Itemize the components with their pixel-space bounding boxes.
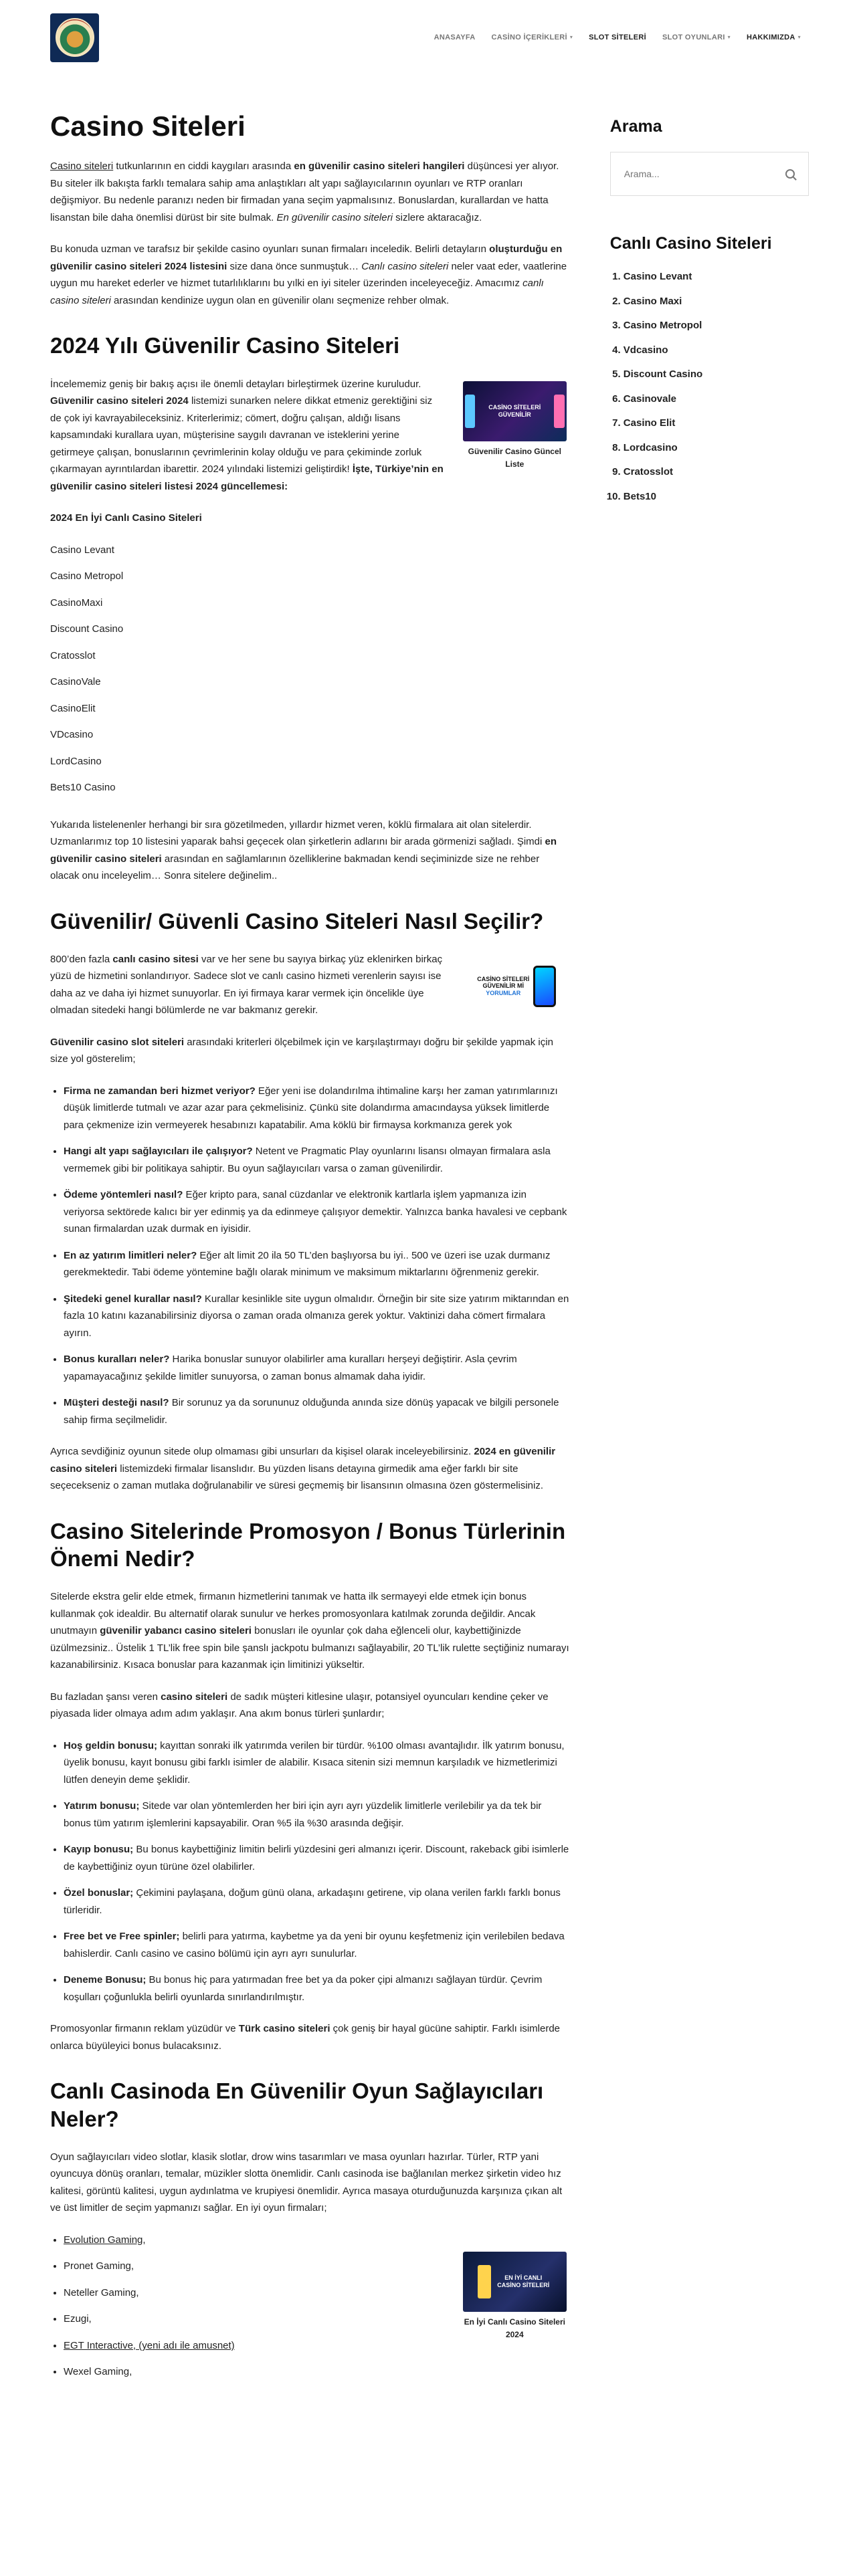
sidebar-item-casino-elit[interactable]: 7. Casino Elit: [624, 415, 809, 432]
list-item: • Şitedeki genel kurallar nasıl? Kurallar kesinlikle site uygun olmalıdır. Örneğin bir site size yatırım miktarından en fazla 10 katını kazanabilirsiniz diyorsa o zaman orada olmanıza gerek yoktur. Vaktinizi daha cömert firmalara ayırın.: [64, 1291, 570, 1342]
search-input[interactable]: [624, 169, 778, 179]
figure-phone-icon: [554, 395, 564, 428]
paragraph-saglayici: Oyun sağlayıcıları video slotlar, klasik slotlar, drow wins tasarımları ve masa oyunları hazırlar. Türler, RTP yani oyuncuya dönüş oranları, temalar, müzikler slotta önemlidir. Canlı casinoda ise bağlanılan merkez şirketin video hız kalitesi, görüntü kalitesi, uygun aydınlatma ve krupiyesi önemlidir. Ayrıca masaya oturduğunuzda karşınıza çıkan alt ve üst limitler de seçim yapmanızı sağlar. En iyi oyun firmaları;: [50, 2151, 563, 2214]
provider-item: • Wexel Gaming,: [64, 2363, 570, 2381]
intro-paragraph-2: Bu konuda uzman ve tarafsız bir şekilde casino oyunları sunan firmaları inceledik. Belirli detayların oluşturduğu en güvenilir casino siteleri 2024 listesini size dana önce sunmuştuk… Canlı casino siteleri neler vaat eder, vaatlerine uygun mu hareket ederler ve hizmet tutarlılıklarını bu yılki en iyi siteler üzerinden inceleyeceğiz. Amacımız canlı casino siteleri arasından kendinize uygun olan en güvenilir olanı seçmenize rehber olmak.: [50, 243, 567, 306]
provider-item: • Ezugi,: [64, 2311, 570, 2328]
sidebar: [610, 75, 809, 2395]
live-casino-title: Canlı Casino Siteleri: [609, 233, 772, 253]
figure-image[interactable]: EN İYİ CANLI CASİNO SİTELERİ: [463, 2252, 567, 2312]
intro-paragraph: Casino siteleri tutkunlarının en ciddi kaygıları arasında en güvenilir casino siteleri hangileri düşüncesi yer alıyor. Bu siteler ilk bakışta farklı temalara sahip ama anlaştıkları alt yapı sağlayıcılarının oyunları ve RTP oranları değişmiyor. Bu nedenle paranızı neden bir firmadan yana seçim yapmalısınız. Bonuslardan, kurallardan ve hatta lisanstan bile daha önemlisi dürüst bir site bulmak. En güvenilir casino siteleri sizlere aktaracağız.: [50, 160, 559, 223]
list-item: • Hangi alt yapı sağlayıcıları ile çalışıyor? Netent ve Pragmatic Play oyunlarını lisansı olmayan firmalara asla vermemek gibi bir politikaya sahiptir. Bu oyun sağlayıcıları varsa o zaman güvenilirdir.: [64, 1143, 570, 1177]
sidebar-item-discount-casino[interactable]: 5. Discount Casino: [624, 366, 809, 383]
nav-item-2[interactable]: SLOT SİTELERİ: [589, 33, 646, 41]
section-heading-2024: 2024 Yılı Güvenilir Casino Siteleri: [50, 333, 400, 358]
logo-emblem: [56, 18, 94, 57]
main-content: [50, 75, 570, 2395]
list-item: • Free bet ve Free spinler; belirli para yatırma, kaybetme ya da yeni bir oyunu keşfetmeniz için verilebilen bedava bahislerdir. Canlı casino ve casino bölümü için ayrı ayrı sunulurlar.: [64, 1928, 570, 1962]
provider-item: • Pronet Gaming,: [64, 2258, 570, 2275]
page-title: Casino Siteleri: [50, 110, 246, 142]
list-item: CasinoVale: [50, 676, 101, 688]
list-item: Discount Casino: [50, 623, 124, 635]
sidebar-item-casinovale[interactable]: 6. Casinovale: [624, 391, 809, 408]
list-item: • Ödeme yöntemleri nasıl? Eğer kripto para, sanal cüzdanlar ve elektronik kartlarla işlem yapmanıza izin veriyorsa sektörede kalıcı bir yer edinmiş ya da edinmeye çalışıyor demektir. Yalnızca banka havalesi ve cepbank sunan firmalardan uzak durmak en iyisidir.: [64, 1186, 570, 1238]
list-item: • Özel bonuslar; Çekimini paylaşana, doğum günü olana, arkadaşını getirene, vip olana verilen farklı farklı bonus türleridir.: [64, 1885, 570, 1919]
list-item: CasinoElit: [50, 702, 96, 714]
sidebar-item-bets10[interactable]: 10. Bets10: [624, 488, 809, 506]
figure-caption: En İyi Canlı Casino Siteleri 2024: [464, 2317, 565, 2340]
list-item: VDcasino: [50, 729, 94, 741]
sidebar-item-cratosslot[interactable]: 9. Cratosslot: [624, 463, 809, 481]
site-logo[interactable]: [50, 13, 99, 62]
list-item: • Deneme Bonusu; Bu bonus hiç para yatırmadan free bet ya da poker çipi almanızı sağlayan türdür. Çevrim koşulları çoğunlukla belirli oyunlarda sınırlandırılmıştır.: [64, 1971, 570, 2006]
paragraph-summary: Yukarıda listelenenler herhangi bir sıra gözetilmeden, yıllardır hizmet veren, köklü firmalara ait olan sitelerdir. Uzmanlarımız top 10 listesini yaparak bahsi geçecek olan şirketlerin adlarını bir arada görmenizi sağladı. Şimdi en güvenilir casino siteleri arasından en sağlamlarının özelliklerine bakmadan kendi seçiminizde size ne rehber olacak onu inceleyelim… Sonra sitelere değinelim..: [50, 819, 557, 882]
provider-item[interactable]: • EGT Interactive, (yeni adı ile amusnet): [64, 2337, 570, 2355]
list-title: 2024 En İyi Canlı Casino Siteleri: [50, 512, 202, 524]
list-item: LordCasino: [50, 755, 102, 767]
paragraph-800: 800’den fazla canlı casino sitesi var ve her sene bu sayıya birkaç yüz eklenirken birkaç yüzü de hizmetini sonlandırıyor. Sadece slot ve canlı casino hizmeti verenlerin sayısı ise daha az ve daha iyi hizmet sunuyorlar. En iyi firmaya karar vermek için öncelikle üye olmadan sitedeki hangi bölümlerde ne var bakmanız gerekir.: [50, 953, 443, 1016]
list-item: Casino Levant: [50, 544, 114, 556]
sidebar-item-vdcasino[interactable]: 4. Vdcasino: [624, 342, 809, 359]
provider-item: • Neteller Gaming,: [64, 2284, 570, 2302]
list-item: • Bonus kuralları neler? Harika bonuslar sunuyor olabilirler ama kuralları herşeyi değiştirir. Asla çevrim yapamayacağınız şekilde limitler sunuyorsa, o zaman bonus almamak daha iyidir.: [64, 1351, 570, 1385]
casino-siteleri-link[interactable]: Casino siteleri: [50, 160, 114, 173]
section-heading-secim: Güvenilir/ Güvenli Casino Siteleri Nasıl Seçilir?: [50, 908, 544, 934]
top-casino-list: [50, 542, 570, 796]
figure-en-iyi: [460, 2252, 570, 2341]
provider-item[interactable]: • Evolution Gaming,: [64, 2232, 570, 2249]
list-item: CasinoMaxi: [50, 597, 103, 609]
figure-phone-icon: [465, 395, 475, 428]
search-title: Arama: [609, 117, 662, 136]
paragraph-criteria: İncelememiz geniş bir bakış açısı ile önemli detayları birleştirmek üzerine kuruludur. Güvenilir casino siteleri 2024 listemizi sunarken nelere dikkat etmeniz gerektiğini siz de çok iyi kavrayabileceksiniz. Kriterlerimiz; cömert, doğru çalışan, aldığı lisans kapsamındaki kurallara uyan, müşterisine saygılı davranan ve isteklerini yerine getirmeye çalışan, bonuslarının çevrimlerinin kolay olduğu ve para çekiminde zorluk çıkarmayan ayrıntılardan ibarettir. 2024 yılındaki listemizi geliştirdik! İşte, Türkiye’nin en güvenilir casino siteleri listesi 2024 güncellemesi:: [50, 378, 444, 492]
paragraph-lisans: Ayrıca sevdiğiniz oyunun sitede olup olmaması gibi unsurları da kişisel olarak inceleyebilirsiniz. 2024 en güvenilir casino siteleri listemizdeki firmalar lisanslıdır. Bu yüzden lisans detayına girmedik ama eğer farklı bir site seçecekseniz o zaman mutlaka doğrulanabilir ve süresi geçmemiş bir lisansının olmasına özen göstermelisiniz.: [50, 1446, 556, 1492]
sidebar-item-casino-maxi[interactable]: 2. Casino Maxi: [624, 293, 809, 310]
chevron-down-icon: ▾: [727, 34, 731, 41]
search-icon[interactable]: [785, 169, 795, 179]
section-heading-bonus: Casino Sitelerinde Promosyon / Bonus Türlerinin Önemi Nedir?: [50, 1518, 566, 1572]
bonus-types-list: [50, 1737, 570, 2006]
site-header: [0, 0, 859, 75]
phone-icon: [533, 966, 556, 1007]
paragraph-bonus: Sitelerde ekstra gelir elde etmek, firmanın hizmetlerini tanımak ve hatta ilk sermayeyi elde etmek için bonus kullanmak çok idealdir. Bu alternatif olarak sunulur ve herkes promosyonlara katılmak zorunda değildir. Ancak unutmayın güvenilir yabancı casino siteleri bonusları ile oyunlar çok daha eğlenceli olur, kaybettiğinizde üzülmezsiniz.. Üstelik 1 TL’lik free spin bile şanslı jackpotu bulmanızı sağlayabilir, 20 TL’lik rulette seçtiğiniz numarayı kazanabilirsiniz. Kısaca bonuslar para kazanmak için limitinizi yükseltir.: [50, 1591, 569, 1671]
sidebar-item-casino-levant[interactable]: 1. Casino Levant: [624, 268, 809, 286]
paragraph-bonus-2: Bu fazladan şansı veren casino siteleri de sadık müşteri kitlesine ulaşır, potansiyel oyuncuları kendine çeker ve piyasada lider olmaya adım adım yaklaşır. Ana akım bonus türleri şunlardır;: [50, 1691, 549, 1720]
list-item: Cratosslot: [50, 649, 96, 661]
paragraph-kriter: Güvenilir casino slot siteleri arasındaki kriterleri ölçebilmek için ve karşılaştırmayı doğru bir şekilde yapmak için size yol gösterelim;: [50, 1036, 553, 1065]
chevron-down-icon: ▾: [569, 34, 573, 41]
live-casino-list: [610, 268, 809, 505]
nav-item-1[interactable]: CASİNO İÇERİKLERİ ▾: [491, 33, 573, 41]
nav-item-0[interactable]: ANASAYFA: [434, 33, 476, 41]
list-item: Casino Metropol: [50, 570, 124, 582]
sidebar-item-lordcasino[interactable]: 8. Lordcasino: [624, 439, 809, 457]
list-item: • Firma ne zamandan beri hizmet veriyor? Eğer yeni ise dolandırılma ihtimaline karşı her zaman yatırımlarınızı düşük limitlerde tutmalı ve azar azar para çekmelisiniz. Çünkü site dolandırma amacındaysa yüksek limitlerde para çekmenize izin vermeyerek hesabınızı kapatabilir. Ama köklü bir firmaysa korkmanıza gerek yok: [64, 1083, 570, 1134]
list-item: • Kayıp bonusu; Bu bonus kaybettiğiniz limitin belirli yüzdesini geri almanızı içerir. Discount, rakeback gibi isimlerle de kaybettiğiniz oyun türüne özel olabilirler.: [64, 1841, 570, 1875]
paragraph-promosyon: Promosyonlar firmanın reklam yüzüdür ve Türk casino siteleri çok geniş bir hayal gücüne sahiptir. Farklı isimlerde onlarca büyüleyici bonus bulacaksınız.: [50, 2023, 561, 2052]
search-box: [610, 152, 809, 196]
criteria-list: [50, 1083, 570, 1429]
list-item: • Yatırım bonusu; Sitede var olan yöntemlerden her biri için ayrı ayrı yüzdelik limitlerle verilebilir ya da tek bir bonus tüm yatırım işlemlerini kapsayabilir. Oran %5 ila %30 arasında değişir.: [64, 1798, 570, 1832]
figure-phone-icon: [478, 2265, 491, 2298]
list-item: Bets10 Casino: [50, 782, 116, 794]
figure-yorumlar: [460, 956, 570, 1021]
nav-item-4[interactable]: HAKKIMIZDA ▾: [747, 33, 801, 41]
nav-item-3[interactable]: SLOT OYUNLARI ▾: [662, 33, 731, 41]
sidebar-item-casino-metropol[interactable]: 3. Casino Metropol: [624, 317, 809, 334]
list-item: • Hoş geldin bonusu; kayıttan sonraki ilk yatırımda verilen bir türdür. %100 olması avantajlıdır. İlk yatırım bonusu, üyelik bonusu, kayıt bonusu gibi farklı isimler de alabilir. Kısaca sitenin sizi memnun karşıladık ve hizmetlerimizi lütfen deneyin deme şeklidir.: [64, 1737, 570, 1789]
main-nav: [426, 31, 809, 44]
figure-caption: Güvenilir Casino Güncel Liste: [468, 446, 561, 469]
figure-guncel-liste: [460, 381, 570, 471]
section-heading-saglayici: Canlı Casinoda En Güvenilir Oyun Sağlayıcıları Neler?: [50, 2078, 544, 2131]
list-item: • En az yatırım limitleri neler? Eğer alt limit 20 ila 50 TL’den başlıyorsa bu iyi.. 500 ve üzeri ise uzak durmanız gerekmektedir. Tabi ödeme yöntemine bağlı olarak minimum ve maksimum miktarlarını öğrenmeniz gerekir.: [64, 1247, 570, 1281]
chevron-down-icon: ▾: [797, 34, 801, 41]
list-item: • Müşteri desteği nasıl? Bir sorunuz ya da sorununuz olduğunda anında size dönüş yapacak ve bilgili personele sahip firma seçilmelidir.: [64, 1394, 570, 1428]
figure-image[interactable]: CASİNO SİTELERİ GÜVENİLİR Mİ YORUMLAR: [463, 956, 567, 1016]
figure-image[interactable]: CASİNO SİTELERİ GÜVENİLİR: [463, 381, 567, 441]
